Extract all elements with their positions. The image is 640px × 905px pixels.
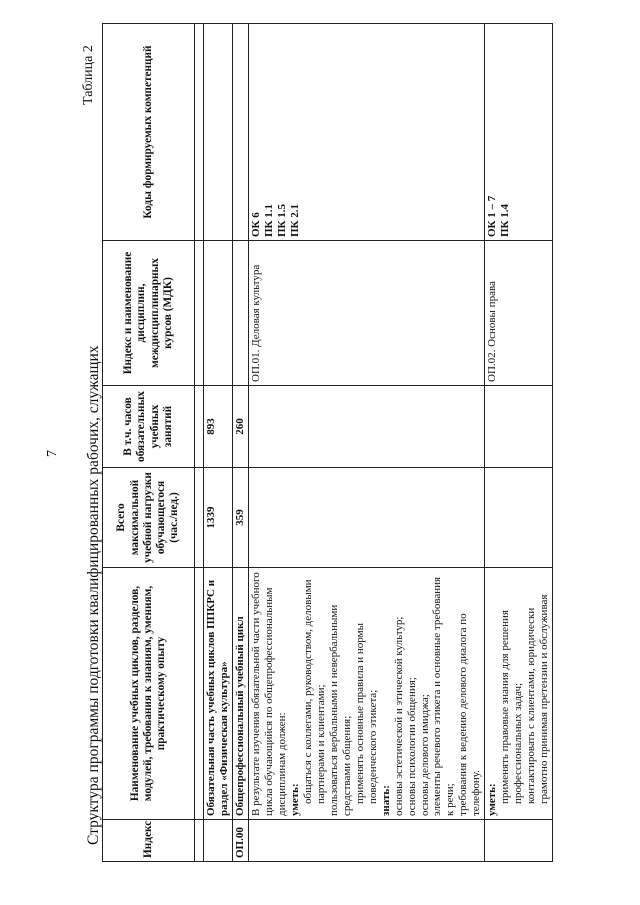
op01-skill-item: применять основные правила и нормы поведенческого этикета;: [353, 623, 379, 804]
general-cycle-max-load: 359: [232, 468, 248, 568]
mandatory-part-name: Обязательная часть учебных циклов ППКРС и раздел «Физическая культура»: [204, 568, 233, 820]
competency-code: ПК 2.1: [288, 203, 301, 237]
competency-code: ОК 1 – 7: [486, 195, 499, 237]
competency-code: ПК 1.4: [499, 203, 512, 237]
op02-discipline: ОП.02. Основы права: [485, 241, 553, 386]
op02-skill-item: контактировать с клиентами, юридически грамотно принимая претензии и обслуживая: [525, 594, 551, 804]
op01-knowledge-item: основы психологии общения;: [405, 677, 418, 816]
op01-competencies: [248, 24, 484, 241]
header-row: [103, 24, 195, 862]
op01-knowledge-label: знать:: [379, 785, 392, 816]
header-competencies: Коды формируемых компетенций: [103, 24, 195, 241]
header-name: Наименование учебных циклов, разделов, модулей, требования к знаниям, умениям, практическому опыту: [103, 568, 195, 820]
general-cycle-name: Общепрофессиональный учебный цикл: [232, 568, 248, 820]
table-row-op01: [248, 24, 484, 862]
competency-code: ОК 6: [249, 212, 262, 237]
table-row-op02: [485, 24, 553, 862]
structure-table: [102, 23, 553, 862]
op01-intro: В результате изучения обязательной части учебного цикла обучающийся по общепрофессиональным дисциплинам должен:: [249, 572, 288, 816]
header-index: Индекс: [103, 820, 195, 862]
op01-knowledge-item: требования к ведению делового диалога по телефону.: [457, 613, 483, 816]
competency-code: ПК 1.5: [275, 203, 288, 237]
mandatory-part-max-load: 1339: [204, 468, 233, 568]
table-row-general-cycle: [232, 24, 248, 862]
table-label: Таблица 2: [81, 45, 96, 105]
table-title: Структура программы подготовки квалифицированных рабочих, служащих: [85, 345, 102, 845]
table-row-mandatory-part: [204, 24, 233, 862]
op01-knowledge-item: элементы речевого этикета и основные требования к речи;: [431, 576, 457, 816]
op02-skills-label: уметь:: [486, 783, 499, 816]
header-discipline: Индекс и наименование дисциплин, междисциплинарных курсов (МДК): [103, 241, 195, 386]
general-cycle-mandatory: 260: [232, 386, 248, 468]
op01-discipline: ОП.01. Деловая культура: [248, 241, 484, 386]
op01-knowledge-item: основы делового имиджа;: [418, 694, 431, 816]
competency-code: ПК 1.1: [262, 203, 275, 237]
op01-knowledge-item: основы эстетической и этической культур;: [392, 616, 405, 816]
op01-skill-item: пользоваться вербальными и невербальными средствами общения;: [327, 604, 353, 816]
mandatory-part-mandatory: 893: [204, 386, 233, 468]
op01-skill-item: общаться с коллегами, руководством, деловыми партнерами и клиентами;: [301, 579, 327, 804]
header-mandatory: В т.ч. часов обязательных учебных занятий: [103, 386, 195, 468]
op02-requirements: [485, 568, 553, 820]
page-number: 7: [45, 450, 60, 457]
op02-competencies: [485, 24, 553, 241]
general-cycle-index: ОП.00: [232, 820, 248, 862]
op01-requirements: [248, 568, 484, 820]
header-max-load: Всего максимальной учебной нагрузки обучающегося (час./нед.): [103, 468, 195, 568]
op01-skills-label: уметь:: [288, 783, 301, 816]
spacer-row: [195, 24, 204, 862]
op02-skill-item: применять правовые знания для решения профессиональных задач;: [499, 610, 525, 804]
